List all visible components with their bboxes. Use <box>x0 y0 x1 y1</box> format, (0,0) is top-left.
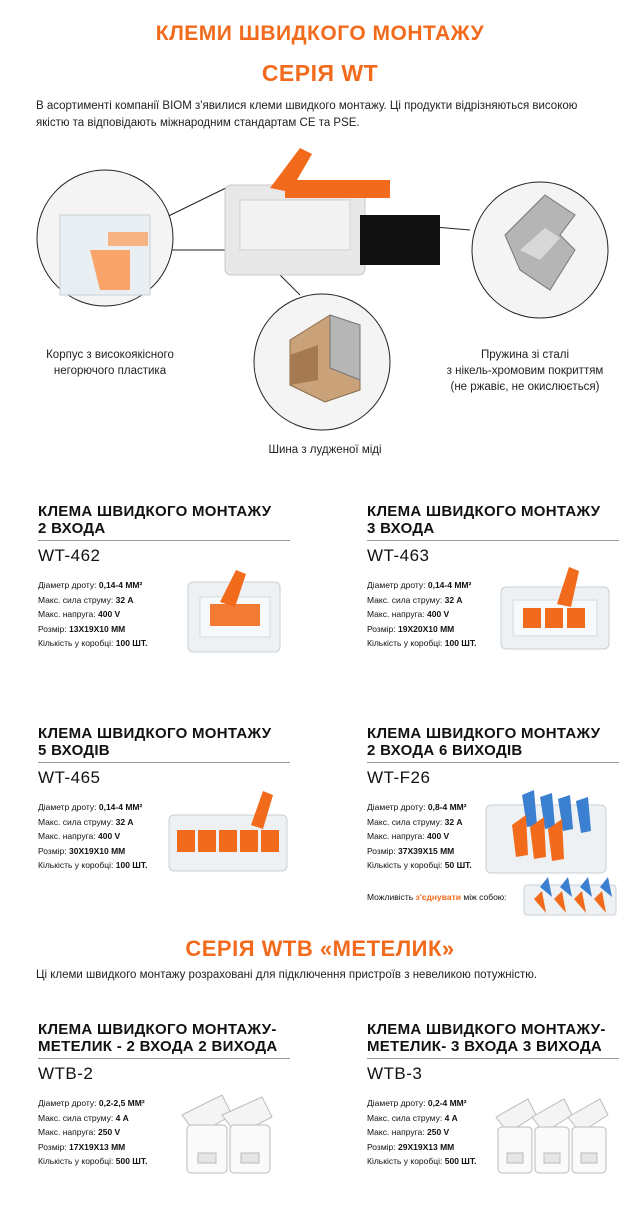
connected-image <box>520 873 620 921</box>
product-title: КЛЕМА ШВИДКОГО МОНТАЖУ <box>38 503 272 520</box>
product-title: МЕТЕЛИК- 3 ВХОДА 3 ВИХОДА <box>367 1038 603 1055</box>
product-title: 2 ВХОДА 6 ВИХОДІВ <box>367 742 523 759</box>
spec-list: Діаметр дроту: 0,8-4 ММ² Макс. сила струму: 32 A Макс. напруга: 400 V Розмір: 37X39X15 ММ Кількість у коробці: 50 ШТ. <box>367 802 472 870</box>
wt462-image <box>180 562 290 662</box>
housing-caption-line: негорючого пластика <box>53 365 167 377</box>
bus-caption: Шина з лудженої міді <box>268 444 382 456</box>
divider <box>38 762 290 763</box>
wt463-image <box>495 562 615 662</box>
divider <box>38 540 290 541</box>
product-title: КЛЕМА ШВИДКОГО МОНТАЖУ <box>367 503 601 520</box>
divider <box>367 762 619 763</box>
product-title: КЛЕМА ШВИДКОГО МОНТАЖУ- <box>38 1021 277 1038</box>
spec-list: Діаметр дроту: 0,2-2,5 ММ² Макс. сила струму: 4 A Макс. напруга: 250 V Розмір: 17X19X13 ММ Кількість у коробці: 500 ШТ. <box>38 1098 148 1166</box>
divider <box>367 1058 619 1059</box>
product-title: КЛЕМА ШВИДКОГО МОНТАЖУ- <box>367 1021 606 1038</box>
housing-caption <box>20 347 200 379</box>
bus-detail-image <box>254 294 390 430</box>
page-title: КЛЕМИ ШВИДКОГО МОНТАЖУ <box>155 22 485 45</box>
divider <box>367 540 619 541</box>
housing-detail-image <box>37 170 173 306</box>
product-title: КЛЕМА ШВИДКОГО МОНТАЖУ <box>367 725 601 742</box>
spec-list: Діаметр дроту: 0,2-4 ММ² Макс. сила струму: 4 A Макс. напруга: 250 V Розмір: 29X19X13 ММ Кількість у коробці: 500 ШТ. <box>367 1098 477 1166</box>
wtb-series-title: СЕРІЯ WTB «МЕТЕЛИК» <box>185 936 455 961</box>
series-title: СЕРІЯ WT <box>261 60 379 86</box>
product-title: КЛЕМА ШВИДКОГО МОНТАЖУ <box>38 725 272 742</box>
connect-note: Можливість з'єднувати між собою: <box>367 892 507 902</box>
wtb2-image <box>172 1085 282 1185</box>
spec-list: Діаметр дроту: 0,14-4 ММ² Макс. сила струму: 32 A Макс. напруга: 400 V Розмір: 19X20X10 ММ Кількість у коробці: 100 ШТ. <box>367 580 477 648</box>
product-code: WT-462 <box>38 546 101 565</box>
spec-list: Діаметр дроту: 0,14-4 ММ² Макс. сила струму: 32 A Макс. напруга: 400 V Розмір: 30X19X10 ММ Кількість у коробці: 100 ШТ. <box>38 802 148 870</box>
product-title: 3 ВХОДА <box>367 520 435 537</box>
wtb-intro: Ці клеми швидкого монтажу розраховані для підключення пристроїв з невеликою потужністю. <box>36 969 538 981</box>
product-code: WT-465 <box>38 768 101 787</box>
product-title: 2 ВХОДА <box>38 520 106 537</box>
product-title: 5 ВХОДІВ <box>38 742 110 759</box>
housing-caption-line: Корпус з високоякісного <box>46 349 174 361</box>
product-code: WT-F26 <box>367 768 431 787</box>
wtb3-image <box>490 1085 615 1185</box>
product-code: WTB-3 <box>367 1064 423 1083</box>
spring-caption-line: з нікель-хромовим покриттям <box>446 365 604 377</box>
anatomy-illustration <box>0 140 640 460</box>
product-code: WT-463 <box>367 546 430 565</box>
product-code: WTB-2 <box>38 1064 94 1083</box>
spring-caption-line: Пружина зі сталі <box>480 349 570 361</box>
spec-list: Діаметр дроту: 0,14-4 ММ² Макс. сила струму: 32 A Макс. напруга: 400 V Розмір: 13X19X10 ММ Кількість у коробці: 100 ШТ. <box>38 580 148 648</box>
divider <box>38 1058 290 1059</box>
main-connector-image <box>225 148 440 275</box>
intro-text: В асортименті компанії BIOM з'явилися клеми швидкого монтажу. Ці продукти відрізняються високою якістю та відповідають міжнародним стандартам CE та PSE. <box>36 100 578 129</box>
wt465-image <box>165 785 290 885</box>
wtf26-image <box>482 785 612 885</box>
product-title: МЕТЕЛИК - 2 ВХОДА 2 ВИХОДА <box>38 1038 278 1055</box>
spring-detail-image <box>472 182 608 318</box>
spring-caption <box>420 347 630 395</box>
spring-caption-line: (не ржавіє, не окислюється) <box>450 381 600 393</box>
